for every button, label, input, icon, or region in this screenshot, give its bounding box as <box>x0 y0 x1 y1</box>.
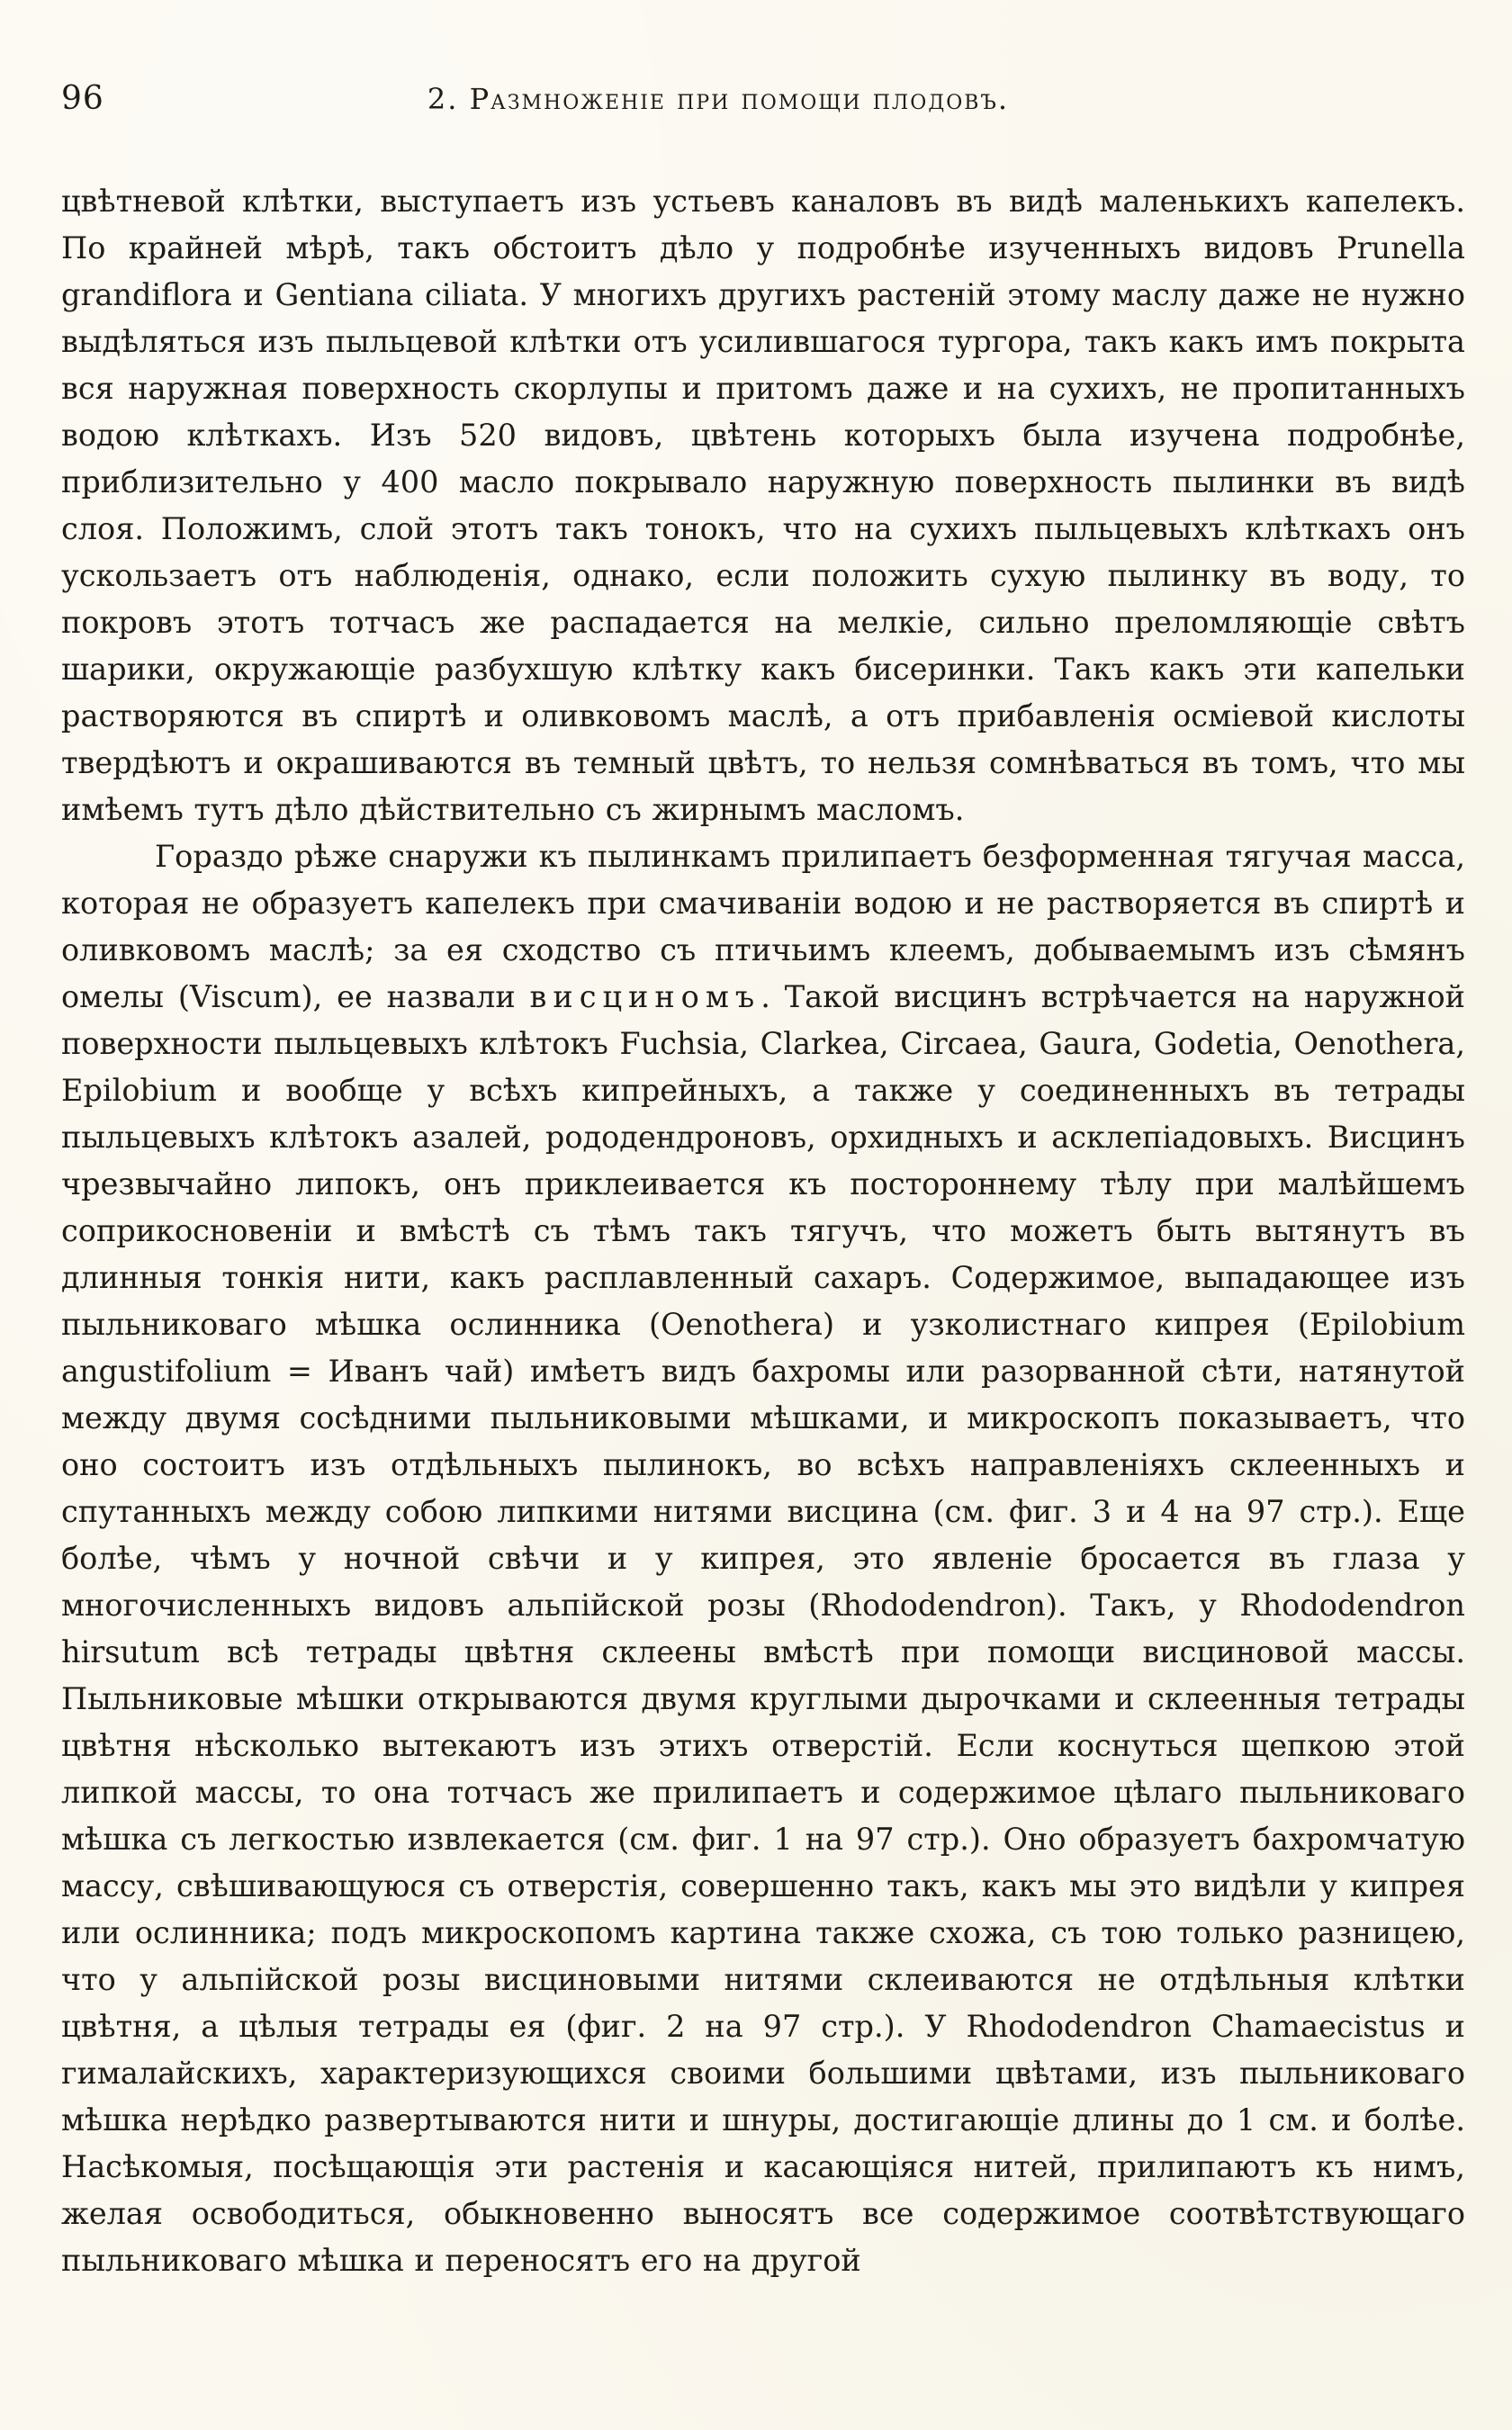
spaced-term: висциномъ <box>529 979 761 1014</box>
paragraph-2-text-after: . Такой висцинъ встрѣчается на наружной поверхности пыльцевыхъ клѣтокъ Fuchsia, Clarkea, Circaea, Gaura, Godetia, Oenothera, Epilobium и вообще у всѣхъ кипрейныхъ, а также у соединенныхъ въ тетрады пыльцевыхъ клѣтокъ азалей, рододендроновъ, орхидныхъ и асклепіадовыхъ. Висцинъ чрезвычайно липокъ, онъ приклеивается къ постороннему тѣлу при малѣйшемъ соприкосновеніи и вмѣстѣ съ тѣмъ такъ тягучъ, что можетъ быть вытянутъ въ длинныя тонкія нити, какъ расплавленный сахаръ. Содержимое, выпадающее изъ пыльниковаго мѣшка ослинника (Oenothera) и узколистнаго кипрея (Epilobium angustifolium = Иванъ чай) имѣетъ видъ бахромы или разорванной сѣти, натянутой между двумя сосѣдними пыльниковыми мѣшками, и микроскопъ показываетъ, что оно состоитъ изъ отдѣльныхъ пылинокъ, во всѣхъ направленіяхъ склеенныхъ и спутанныхъ между собою липкими нитями висцина (см. фиг. 3 и 4 на 97 стр.). Еще болѣе, чѣмъ у ночной свѣчи и у кипрея, это явленіе бросается въ глаза у многочисленныхъ видовъ альпійской розы (Rhododendron). Такъ, у Rhododendron hirsutum всѣ тетрады цвѣтня склеены вмѣстѣ при помощи висциновой массы. Пыльниковые мѣшки открываются двумя круглыми дырочками и склеенныя тетрады цвѣтня нѣсколько вытекаютъ изъ этихъ отверстій. Если коснуться щепкою этой липкой массы, то она тотчасъ же прилипаетъ и содержимое цѣлаго пыльниковаго мѣшка съ легкостью извлекается (см. фиг. 1 на 97 стр.). Оно образуетъ бахромчатую массу, свѣшивающуюся съ отверстія, совершенно такъ, какъ мы это видѣли у кипрея или ослинника; подъ микроскопомъ картина также схожа, съ тою только разницею, что у альпійской розы висциновыми нитями склеиваются не отдѣльныя клѣтки цвѣтня, а цѣлыя тетрады ея (фиг. 2 на 97 стр.). У Rhododendron Chamaecistus и гималайскихъ, характеризующихся своими большими цвѣтами, изъ пыльниковаго мѣшка нерѣдко развертываются нити и шнуры, достигающіе длины до 1 см. и болѣе. Насѣкомыя, посѣщающія эти растенія и касающіяся нитей, прилипаютъ къ нимъ, желая освободиться, обыкновенно выносятъ все содержимое соотвѣтствующаго пыльниковаго мѣшка и переносятъ его на другой <box>61 979 1465 2278</box>
paragraph-1: цвѣтневой клѣтки, выступаетъ изъ устьевъ каналовъ въ видѣ маленькихъ капелекъ. По крайней мѣрѣ, такъ обстоитъ дѣло у подробнѣе изученныхъ видовъ Prunella grandiflora и Gentiana ciliata. У многихъ другихъ растеній этому маслу даже не нужно выдѣляться изъ пыльцевой клѣтки отъ усилившагося тургора, такъ какъ имъ покрыта вся наружная поверхность скорлупы и притомъ даже и на сухихъ, не пропитанныхъ водою клѣткахъ. Изъ 520 видовъ, цвѣтень которыхъ была изучена подробнѣе, приблизительно у 400 масло покрывало наружную поверхность пылинки въ видѣ слоя. Положимъ, слой этотъ такъ тонокъ, что на сухихъ пыльцевыхъ клѣткахъ онъ ускользаетъ отъ наблюденія, однако, если положить сухую пылинку въ воду, то покровъ этотъ тотчасъ же распадается на мелкіе, сильно преломляющіе свѣтъ шарики, окружающіе разбухшую клѣтку какъ бисеринки. Такъ какъ эти капельки растворяются въ спиртѣ и оливковомъ маслѣ, а отъ прибавленія осміевой кислоты твердѣютъ и окрашиваются въ темный цвѣтъ, то нельзя сомнѣваться въ томъ, что мы имѣемъ тутъ дѣло дѣйствительно съ жирнымъ масломъ. <box>61 184 1465 827</box>
running-title: 2. Размноженіе при помощи плодовъ. <box>427 82 1010 116</box>
page-header <box>61 72 1465 126</box>
page-number: 96 <box>61 80 104 117</box>
paragraph-2 <box>61 833 1465 2284</box>
paragraph-2-text-before: Гораздо рѣже снаружи къ пылинкамъ прилипаетъ безформенная тягучая масса, которая не образуетъ капелекъ при смачиваніи водою и не растворяется въ спиртѣ и оливковомъ маслѣ; за ея сходство съ птичьимъ клеемъ, добываемымъ изъ сѣмянъ омелы (Viscum), ее назвали <box>61 839 1465 1014</box>
body-text <box>61 178 1465 2284</box>
